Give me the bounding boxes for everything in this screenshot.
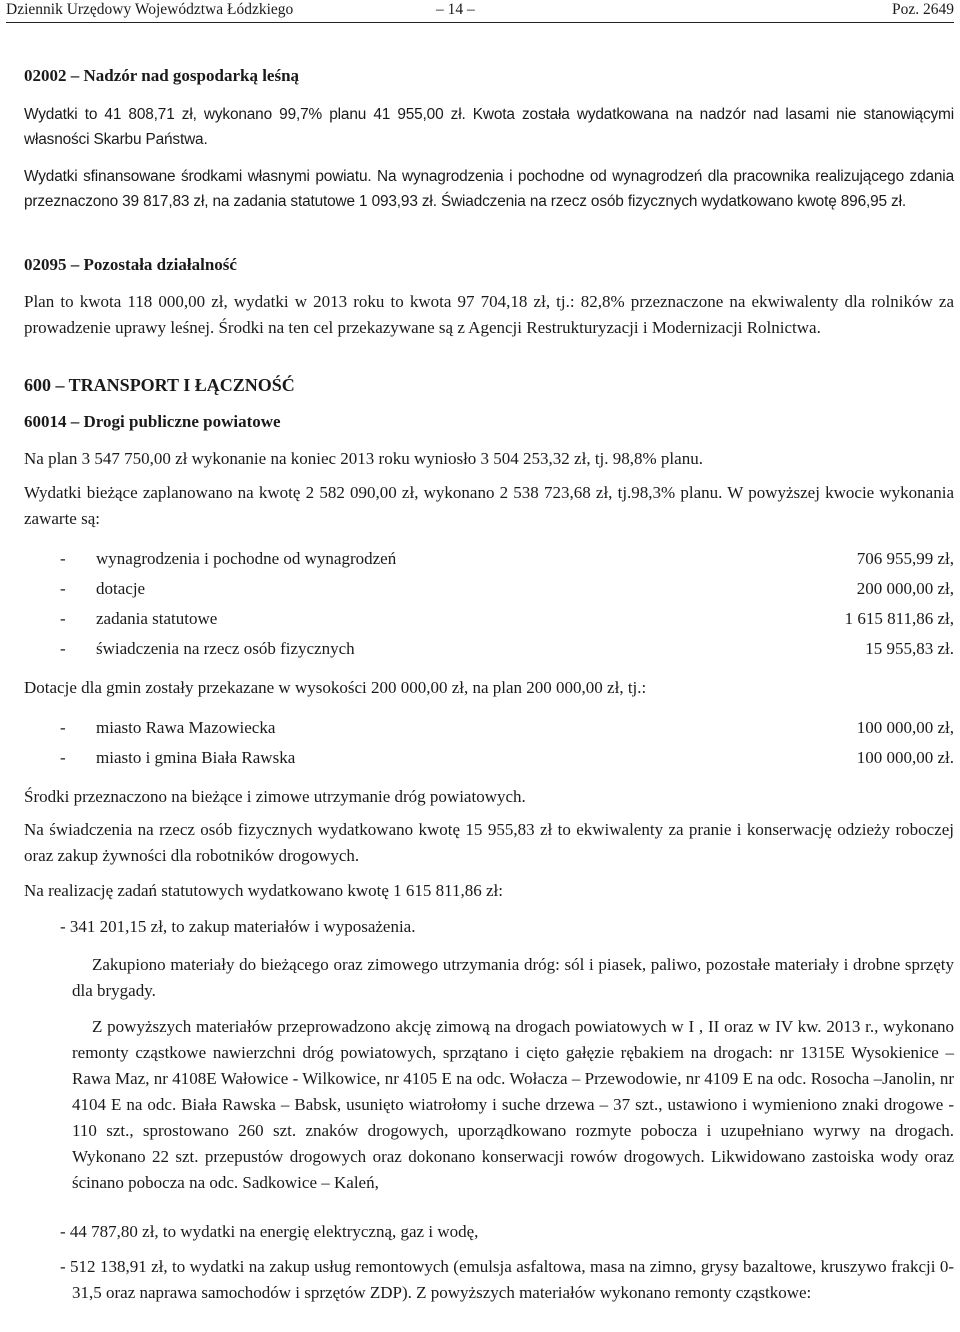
list-dash: - (60, 639, 66, 658)
paragraph: Na realizację zadań statutowych wydatkowano kwotę 1 615 811,86 zł: (24, 881, 503, 900)
list-item (60, 745, 954, 771)
item-amount: 100 000,00 zł, (856, 718, 954, 737)
paragraph: Wydatki bieżące zaplanowano na kwotę 2 582 090,00 zł, wykonano 2 538 723,68 zł, tj.98,3% planu. W powyższej kwocie wykonania zawarte są: (24, 483, 954, 528)
item-label: miasto Rawa Mazowiecka (96, 718, 276, 737)
list-item (60, 576, 954, 602)
page-number: – 14 – (436, 1, 475, 18)
item-label: zadania statutowe (96, 609, 218, 628)
item-label: wynagrodzenia i pochodne od wynagrodzeń (96, 549, 397, 568)
list-item (60, 546, 954, 572)
list-dash: - (60, 579, 66, 598)
section-heading-60014: 60014 – Drogi publiczne powiatowe (24, 412, 281, 431)
paragraph: - 44 787,80 zł, to wydatki na energię elektryczną, gaz i wodę, (60, 1222, 479, 1241)
item-amount: 706 955,99 zł, (856, 549, 954, 568)
paragraph: - 512 138,91 zł, to wydatki na zakup usług remontowych (emulsja asfaltowa, masa na zimno, grysy bazaltowe, kruszywo frakcji 0-31,5 oraz naprawa samochodów i sprzętów ZDP). Z powyższych materiałów wykonano remonty cząstkowe: (60, 1257, 954, 1302)
item-amount: 1 615 811,86 zł, (844, 609, 954, 628)
paragraph: - 341 201,15 zł, to zakup materiałów i wyposażenia. (60, 917, 416, 936)
list-dash: - (60, 609, 66, 628)
list-item (60, 636, 954, 662)
paragraph: Wydatki sfinansowane środkami własnymi powiatu. Na wynagrodzenia i pochodne od wynagrodzeń dla pracownika realizującego zdania przeznaczono 39 817,83 zł, na zadania statutowe 1 093,93 zł. Świadczenia na rzecz osób fizycznych wydatkowano kwotę 896,95 zł. (24, 168, 954, 210)
item-label: miasto i gmina Biała Rawska (96, 748, 296, 767)
paragraph: Na świadczenia na rzecz osób fizycznych wydatkowano kwotę 15 955,83 zł to ekwiwalenty za pranie i konserwację odzieży roboczej oraz zakup żywności dla robotników drogowych. (24, 820, 954, 865)
paragraph: Na plan 3 547 750,00 zł wykonanie na koniec 2013 roku wyniosło 3 504 253,32 zł, tj. 98,8% planu. (24, 449, 703, 468)
paragraph: Środki przeznaczono na bieżące i zimowe utrzymanie dróg powiatowych. (24, 787, 526, 806)
section-heading-600: 600 – TRANSPORT I ŁĄCZNOŚĆ (24, 375, 295, 395)
item-label: dotacje (96, 579, 146, 598)
page-header (6, 0, 954, 23)
journal-title: Dziennik Urzędowy Województwa Łódzkiego (6, 1, 294, 18)
item-amount: 200 000,00 zł, (856, 579, 954, 598)
list-dash: - (60, 748, 66, 767)
list-item (60, 715, 954, 741)
position-number: Poz. 2649 (892, 1, 954, 18)
paragraph: Dotacje dla gmin zostały przekazane w wysokości 200 000,00 zł, na plan 200 000,00 zł, tj.: (24, 678, 647, 697)
list-dash: - (60, 549, 66, 568)
section-heading-02095: 02095 – Pozostała działalność (24, 255, 237, 274)
section-heading-02002: 02002 – Nadzór nad gospodarką leśną (24, 66, 300, 85)
paragraph: Z powyższych materiałów przeprowadzono akcję zimową na drogach powiatowych w I , II oraz w IV kw. 2013 r., wykonano remonty cząstkowe nawierzchni dróg powiatowych, sprzątano i cięto gałęzie rębakiem na drogach: nr 1315E Wysokienice – Rawa Maz, nr 4108E Wałowice - Wilkowice, nr 4105 E na odc. Wołacza – Przewodowie, nr 4109 E na odc. Rosocha –Janolin, nr 4104 E na odc. Biała Rawska – Babsk, usunięto wiatrołomy i suche drzewa – 37 szt., ustawiono i wymieniono znaki drogowe - 110 szt., sprostowano 260 szt. znaków drogowych, uporządkowano rozmyte pobocza i uzupełniano wyrwy na drogach. Wykonano 22 szt. przepustów drogowych oraz dokonano konserwacji rowów drogowych. Likwidowano zastoiska wody oraz ścinano pobocza na odc. Sadkowice – Kaleń, (72, 1017, 954, 1192)
item-amount: 100 000,00 zł. (856, 748, 954, 767)
item-label: świadczenia na rzecz osób fizycznych (96, 639, 355, 658)
paragraph: Wydatki to 41 808,71 zł, wykonano 99,7% planu 41 955,00 zł. Kwota została wydatkowana na nadzór nad lasami nie stanowiącymi własności Skarbu Państwa. (24, 106, 954, 148)
paragraph: Plan to kwota 118 000,00 zł, wydatki w 2013 roku to kwota 97 704,18 zł, tj.: 82,8% przeznaczone na ekwiwalenty dla rolników za prowadzenie uprawy leśnej. Środki na ten cel przekazywane są z Agencji Restrukturyzacji i Modernizacji Rolnictwa. (24, 292, 954, 337)
paragraph: Zakupiono materiały do bieżącego oraz zimowego utrzymania dróg: sól i piasek, paliwo, pozostałe materiały i drobne sprzęty dla brygady. (72, 955, 954, 1000)
list-item (60, 606, 954, 632)
list-dash: - (60, 718, 66, 737)
item-amount: 15 955,83 zł. (865, 639, 954, 658)
